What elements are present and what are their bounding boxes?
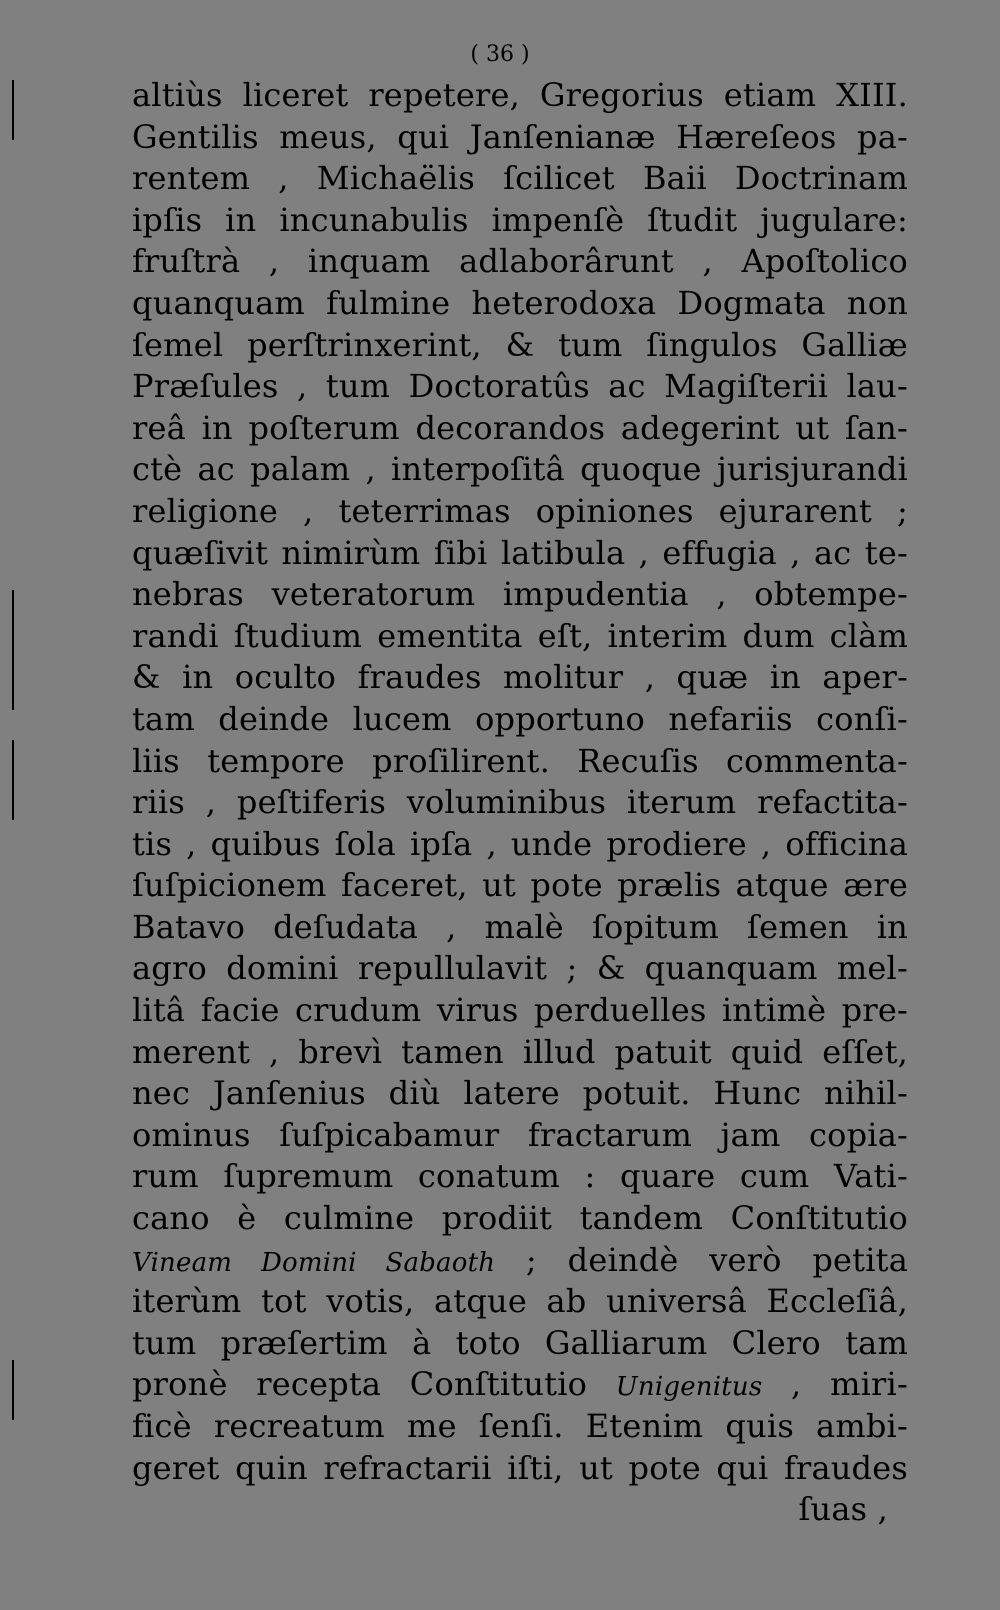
text-line: iterùm tot votis, atque ab universâ Eccleſiâ, <box>132 1282 908 1321</box>
text-line-vineam <box>132 1240 908 1282</box>
text-line: rum ſupremum conatum : quare cum Vati- <box>132 1157 908 1196</box>
text-line: Gentilis meus, qui Janſenianæ Hæreſeos pa- <box>132 117 908 156</box>
text-line: tum præſertim à toto Galliarum Clero tam <box>132 1323 908 1362</box>
text-line: randi ſtudium ementita eſt, interim dum clàm <box>132 616 908 655</box>
text-line: ctè ac palam , interpoſitâ quoque jurisjurandi <box>132 450 908 489</box>
text-line: geret quin refractarii iſti, ut pote qui fraudes <box>132 1448 908 1487</box>
italic-title-unigenitus: Unigenitus <box>615 1372 763 1403</box>
text-line: ficè recreatum me ſenſi. Etenim quis ambi- <box>132 1407 908 1445</box>
latin-text-block <box>132 75 908 1531</box>
text-fragment: ; deindè verò petita <box>495 1240 909 1279</box>
text-line: ominus ſuſpicabamur fractarum jam copia- <box>132 1115 908 1154</box>
margin-mark <box>12 590 14 710</box>
text-line: & in oculto fraudes molitur , quæ in aper- <box>132 658 908 697</box>
text-fragment: pronè recepta Conſtitutio <box>132 1365 616 1404</box>
text-line: altiùs liceret repetere, Gregorius etiam XIII. <box>132 76 908 114</box>
text-line: liis tempore proſilirent. Recuſis commenta- <box>132 741 908 780</box>
margin-mark <box>12 1360 14 1420</box>
text-line: litâ facie crudum virus perduelles intimè pre- <box>132 991 908 1030</box>
text-line: nec Janſenius diù latere potuit. Hunc nihil- <box>132 1074 908 1113</box>
text-line: quanquam fulmine heterodoxa Dogmata non <box>132 283 908 322</box>
page-number: ( 36 ) <box>470 42 530 67</box>
margin-mark <box>12 80 14 140</box>
catchword: ſuas , <box>798 1490 888 1529</box>
text-line: Præſules , tum Doctoratûs ac Magiſterii lau- <box>132 367 908 406</box>
text-line: reâ in poſterum decorandos adegerint ut ſan- <box>132 408 908 447</box>
text-line: ſuſpicionem faceret, ut pote prælis atque ære <box>132 866 908 905</box>
text-line: fruſtrà , inquam adlaborârunt , Apoſtolico <box>132 242 908 281</box>
text-fragment: , miri- <box>762 1365 908 1404</box>
text-line: cano è culmine prodiit tandem Conſtitutio <box>132 1199 908 1238</box>
text-line: merent , brevì tamen illud patuit quid eſſet, <box>132 1032 908 1071</box>
text-line: tam deinde lucem opportuno nefariis conſi- <box>132 699 908 738</box>
text-line: riis , peſtiferis voluminibus iterum refactita- <box>132 783 908 822</box>
text-line: ſemel perſtrinxerint, & tum ſingulos Galliæ <box>132 325 908 364</box>
italic-title-vineam: Vineam Domini Sabaoth <box>132 1247 496 1278</box>
text-line: tis , quibus ſola ipſa , unde prodiere , officina <box>132 824 908 863</box>
text-line: Batavo deſudata , malè ſopitum ſemen in <box>132 907 908 946</box>
margin-mark <box>12 740 14 820</box>
text-line: rentem , Michaëlis ſcilicet Baii Doctrinam <box>132 159 908 198</box>
text-line: religione , teterrimas opiniones ejurarent ; <box>132 491 908 530</box>
left-margin-marks <box>8 70 22 1610</box>
text-line: ipſis in incunabulis impenſè ſtudit jugulare: <box>132 200 908 239</box>
text-line-unigenitus <box>132 1364 908 1406</box>
text-line: agro domini repullulavit ; & quanquam mel- <box>132 949 908 988</box>
text-line: quæſivit nimirùm ſibi latibula , effugia , ac te- <box>132 533 908 572</box>
text-line: nebras veteratorum impudentia , obtempe- <box>132 575 908 614</box>
